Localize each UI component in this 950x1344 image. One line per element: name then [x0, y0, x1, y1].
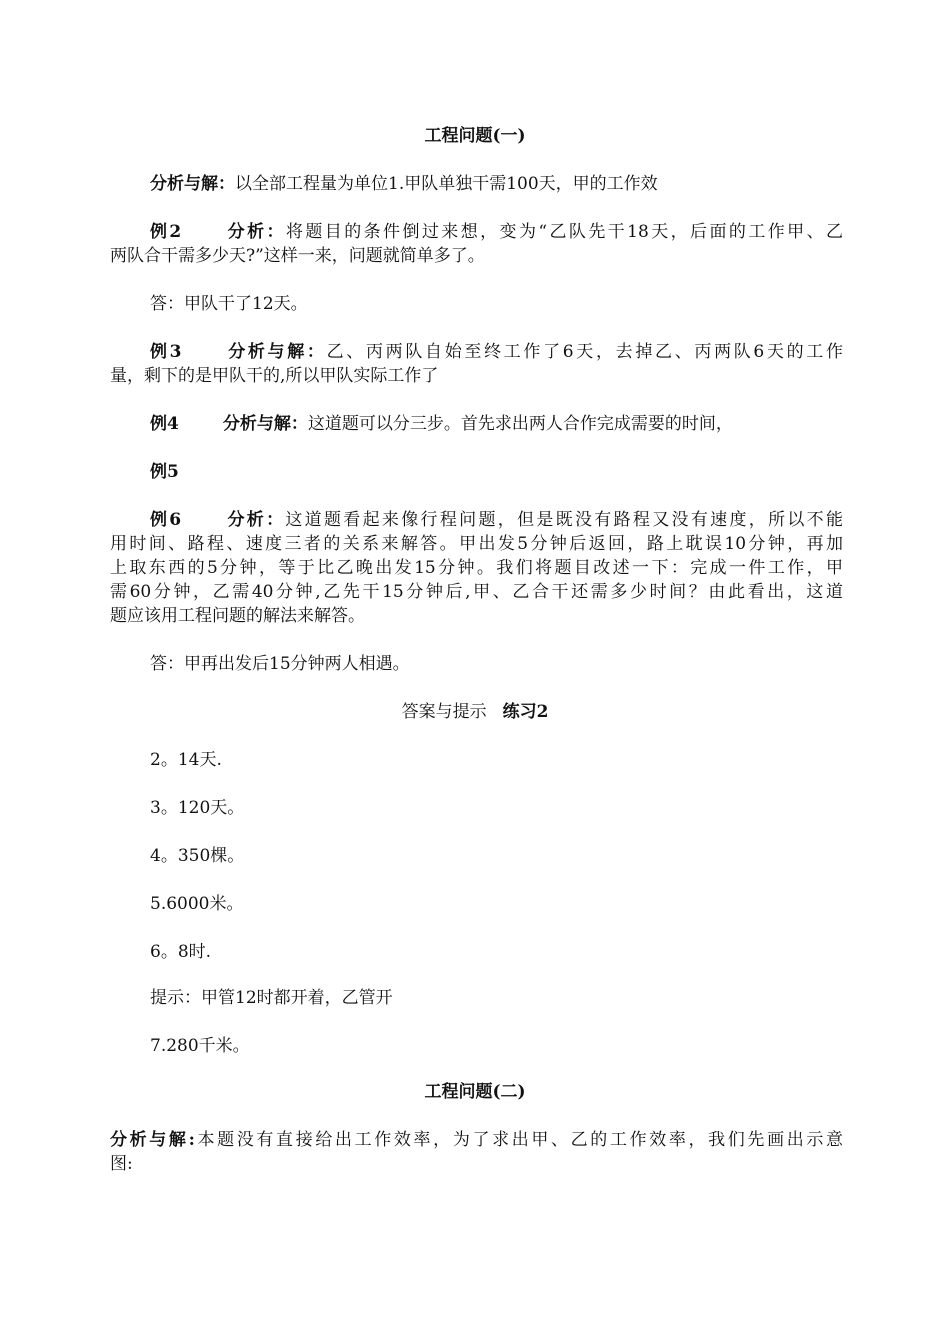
answer-item: 2。14天.: [150, 750, 222, 770]
example-2-line-2: 两队合干需多少天?”这样一来，问题就简单多了。: [110, 246, 485, 266]
answer-item: 6。8时.: [150, 942, 212, 962]
answer-item: 3。120天。: [150, 798, 245, 818]
example-3-line-1: [150, 340, 843, 364]
example-6-line-4: 需60分钟，乙需40分钟,乙先干15分钟后,甲、乙合干还需多少时间？由此看出，这道: [110, 582, 843, 602]
example-4-text: 这道题可以分三步。首先求出两人合作完成需要的时间，: [307, 414, 733, 434]
analysis-label: 分析与解：: [150, 174, 235, 194]
section-heading-bold: 练习2: [502, 702, 549, 722]
analysis-2-text-1: 本题没有直接给出工作效率，为了求出甲、乙的工作效率，我们先画出示意: [194, 1130, 843, 1150]
example-3-text-1: 乙、丙两队自始至终工作了6天，去掉乙、丙两队6天的工作: [326, 342, 843, 362]
example-4-number: 例4: [150, 414, 179, 434]
example-2-number: 例2: [150, 222, 182, 242]
example-2-text-1: 将题目的条件倒过来想，变为“乙队先干18天，后面的工作甲、乙: [285, 222, 843, 242]
example-2-label: 分析：: [225, 222, 286, 242]
paragraph-analysis-1: [150, 172, 843, 196]
example-6-line-1: [150, 508, 843, 532]
answer-item-7: 7.280千米。: [150, 1036, 250, 1056]
example-6-number: 例6: [150, 510, 182, 530]
hint: 提示：甲管12时都开着，乙管开: [150, 988, 393, 1008]
example-5-number: 例5: [150, 462, 179, 482]
heading-1: 工程问题(一): [424, 126, 526, 146]
heading-2: 工程问题(二): [424, 1082, 526, 1102]
answer-2: 答：甲队干了12天。: [150, 294, 308, 314]
example-3-line-2: 量，剩下的是甲队干的,所以甲队实际工作了: [110, 366, 439, 386]
analysis-2-label: 分析与解:: [110, 1130, 195, 1150]
example-4: [150, 412, 843, 436]
section-heading-normal: 答案与提示: [401, 702, 487, 722]
example-3-number: 例3: [150, 342, 182, 362]
answer-item: 5.6000米。: [150, 894, 244, 914]
example-6-line-3: 上取东西的5分钟，等于比乙晚出发15分钟。我们将题目改述一下：完成一件工作，甲: [110, 558, 843, 578]
answer-6: 答：甲再出发后15分钟两人相遇。: [150, 654, 410, 674]
answer-item: 4。350棵。: [150, 846, 245, 866]
analysis-text: 以全部工程量为单位1.甲队单独干需100天，甲的工作效: [235, 174, 658, 194]
example-6-line-2: 用时间、路程、速度三者的关系来解答。甲出发5分钟后返回，路上耽误10分钟，再加: [110, 534, 843, 554]
example-4-label: 分析与解：: [222, 414, 308, 434]
paragraph-analysis-2-line-2: 图:: [110, 1154, 133, 1174]
section-heading-practice: [0, 700, 950, 724]
example-6-label: 分析：: [225, 510, 286, 530]
example-6-text-1: 这道题看起来像行程问题，但是既没有路程又没有速度，所以不能: [285, 510, 843, 530]
example-3-label: 分析与解：: [225, 342, 327, 362]
example-2-line-1: [150, 220, 843, 244]
paragraph-analysis-2-line-1: [110, 1128, 843, 1152]
example-6-line-5: 题应该用工程问题的解法来解答。: [110, 606, 365, 626]
